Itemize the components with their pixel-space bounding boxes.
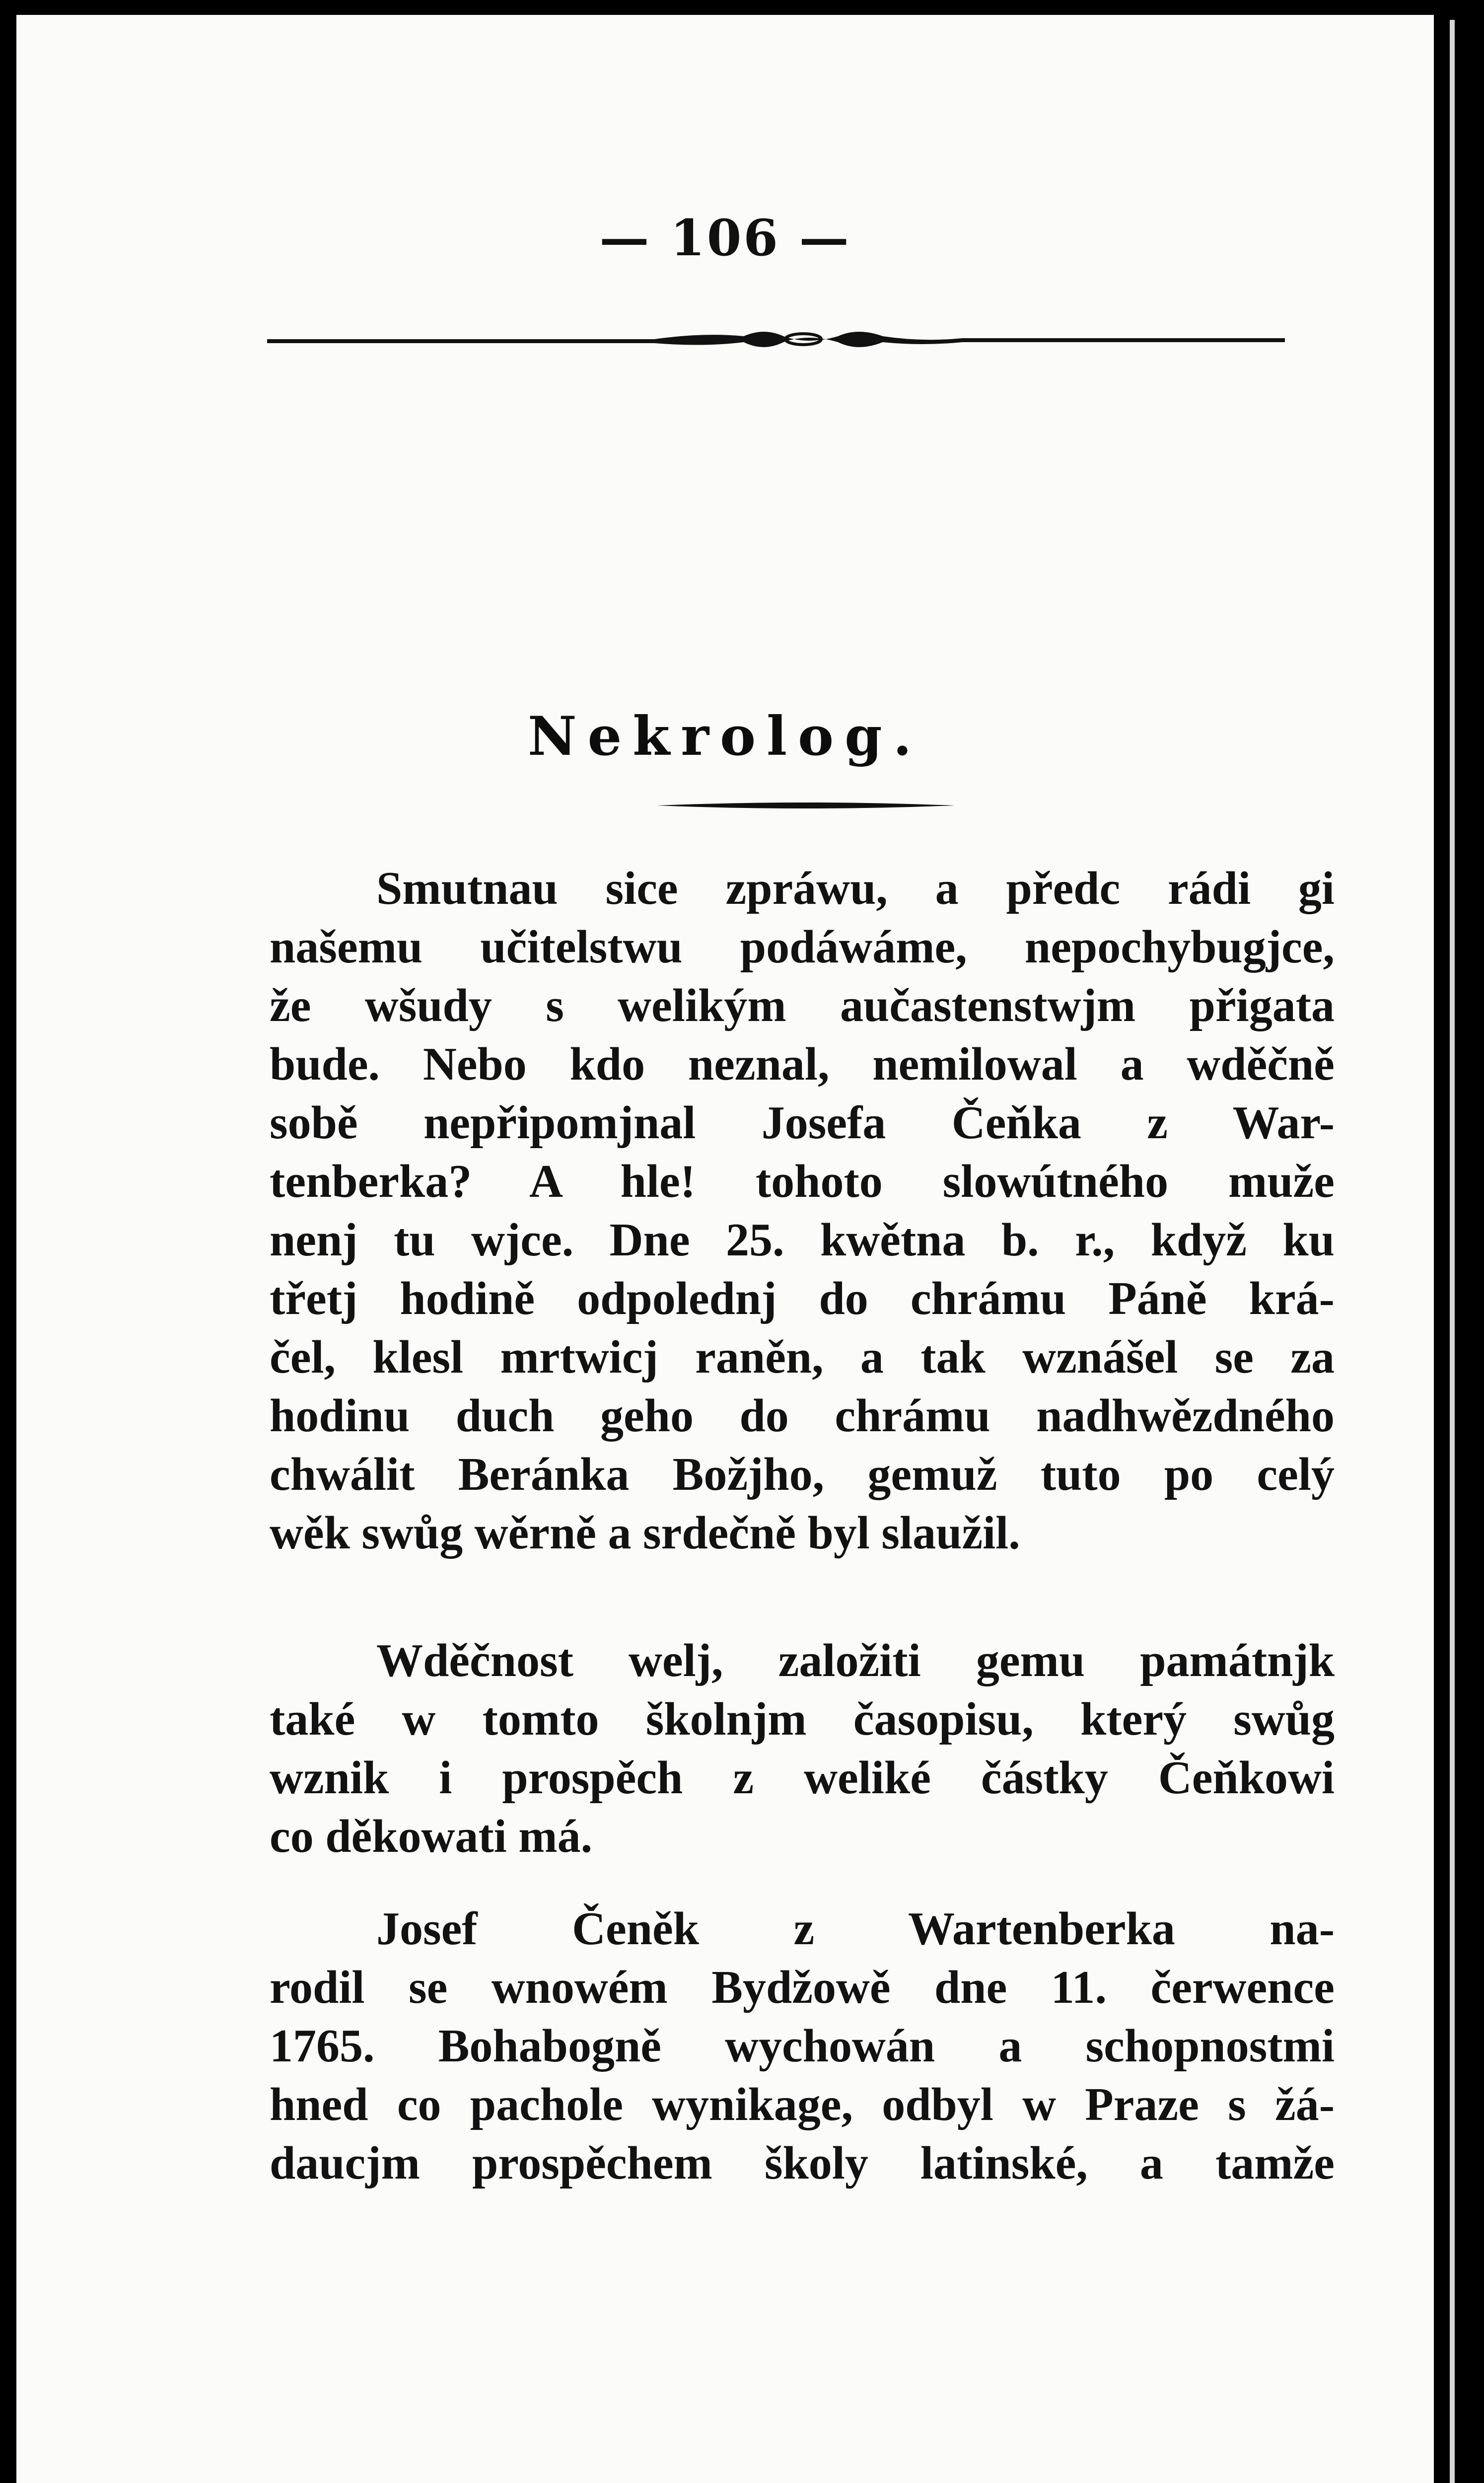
- text-line: hned co pachole wynikage, odbyl w Praze s žá-: [270, 2079, 1335, 2130]
- page-edge: [1450, 20, 1455, 2483]
- book-page: [16, 15, 1434, 2483]
- text-line: sobě nepřipomjnal Josefa Čeňka z War-: [270, 1097, 1335, 1149]
- text-line: daucjm prospěchem školy latinské, a tamže: [270, 2137, 1335, 2189]
- text-line: wěk swůg wěrně a srdečně byl slaužil.: [270, 1507, 1020, 1559]
- text-line: bude. Nebo kdo neznal, nemilowal a wděčně: [270, 1038, 1335, 1090]
- text-line: také w tomto školnjm časopisu, který swůg: [270, 1693, 1335, 1745]
- paragraph-2: [270, 1631, 1335, 1866]
- text-line: Josef Čeněk z Wartenberka na-: [376, 1903, 1335, 1955]
- text-line: Smutnau sice zpráwu, a předc rádi gi: [376, 863, 1335, 914]
- ornamental-rule: [267, 325, 1285, 355]
- paragraph-1: [270, 859, 1335, 1562]
- text-line: třetj hodině odpolednj do chrámu Páně krá-: [270, 1273, 1335, 1324]
- text-line: že wšudy s welikým aučastenstwjm přigata: [270, 980, 1335, 1031]
- text-line: chwálit Beránka Božjho, gemuž tuto po celý: [270, 1449, 1335, 1500]
- article-title: Nekrolog.: [527, 705, 923, 768]
- text-line: našemu učitelstwu podáwáme, nepochybugjce,: [270, 921, 1335, 973]
- page-number-header: — 106 —: [599, 209, 851, 267]
- paragraph-3: [270, 1899, 1335, 2192]
- text-line: co děkowati má.: [270, 1811, 593, 1862]
- text-line: rodil se wnowém Bydžowě dne 11. čerwence: [270, 1962, 1335, 2013]
- title-underline: [657, 800, 955, 811]
- text-line: čel, klesl mrtwicj raněn, a tak wznášel se za: [270, 1331, 1335, 1383]
- text-line: tenberka? A hle! tohoto slowútného muže: [270, 1156, 1335, 1207]
- text-line: 1765. Bohabogně wychowán a schopnostmi: [270, 2020, 1335, 2072]
- text-line: nenj tu wjce. Dne 25. kwětna b. r., když ku: [270, 1214, 1335, 1266]
- text-line: wznik i prospěch z weliké částky Čeňkowi: [270, 1752, 1335, 1804]
- text-line: hodinu duch geho do chrámu nadhwězdného: [270, 1390, 1335, 1442]
- text-line: Wděčnost welj, založiti gemu památnjk: [376, 1635, 1335, 1686]
